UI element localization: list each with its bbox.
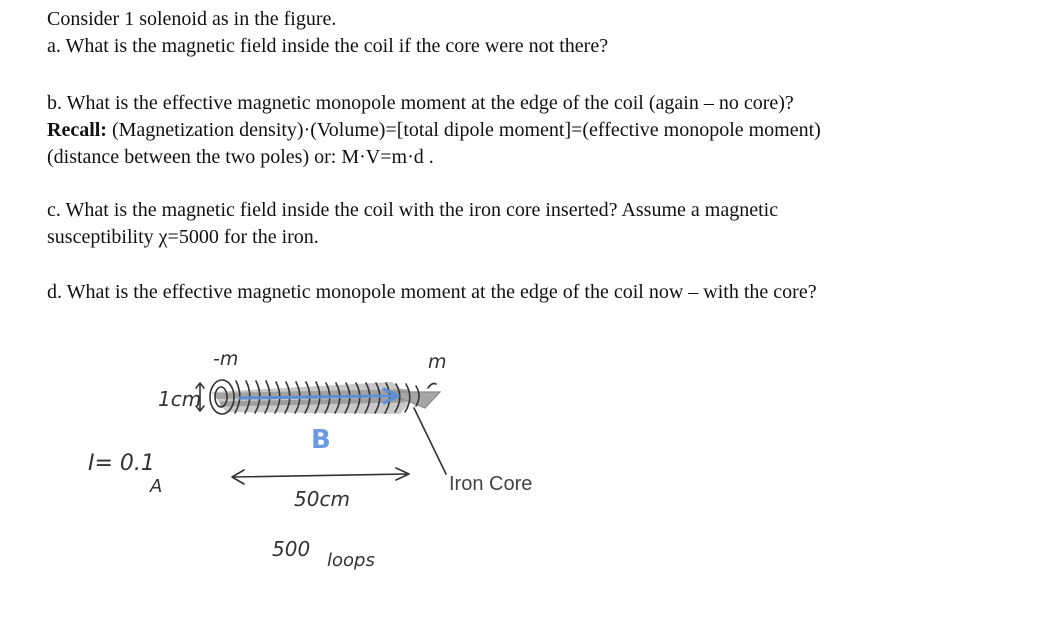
field-label: B bbox=[311, 425, 331, 455]
recall-line bbox=[47, 117, 821, 144]
length-arrow bbox=[232, 468, 409, 484]
question-intro-block bbox=[47, 6, 608, 60]
question-d-block bbox=[47, 279, 817, 306]
recall-line-2: (distance between the two poles) or: M·V=m·d . bbox=[47, 146, 434, 168]
question-b-block bbox=[47, 90, 821, 171]
loops-count-label: 500 bbox=[272, 537, 311, 561]
question-c-cont: susceptibility χ=5000 for the iron. bbox=[47, 226, 319, 248]
question-d: d. What is the effective magnetic monopole moment at the edge of the coil now – with the core? bbox=[47, 281, 817, 303]
question-a: a. What is the magnetic field inside the coil if the core were not there? bbox=[47, 35, 609, 57]
diameter-label: 1cm bbox=[158, 387, 202, 411]
plus-pole-label: m bbox=[428, 351, 447, 373]
question-b: b. What is the effective magnetic monopole moment at the edge of the coil (again – no core)? bbox=[47, 92, 794, 114]
loops-word-label: loops bbox=[327, 550, 375, 571]
minus-pole-label: -m bbox=[213, 348, 239, 370]
question-c: c. What is the magnetic field inside the coil with the iron core inserted? Assume a magnetic bbox=[47, 199, 779, 221]
recall-text: (Magnetization density)·(Volume)=[total dipole moment]=(effective monopole moment) bbox=[106, 119, 821, 141]
current-unit-label: A bbox=[150, 476, 163, 497]
length-label: 50cm bbox=[294, 487, 350, 511]
current-label: I= 0.1 bbox=[88, 451, 155, 476]
intro-line: Consider 1 solenoid as in the figure. bbox=[47, 8, 337, 30]
question-c-block bbox=[47, 197, 778, 251]
recall-label: Recall: bbox=[47, 119, 107, 141]
iron-core-label: Iron Core bbox=[449, 473, 533, 495]
iron-core-leader bbox=[414, 408, 446, 474]
